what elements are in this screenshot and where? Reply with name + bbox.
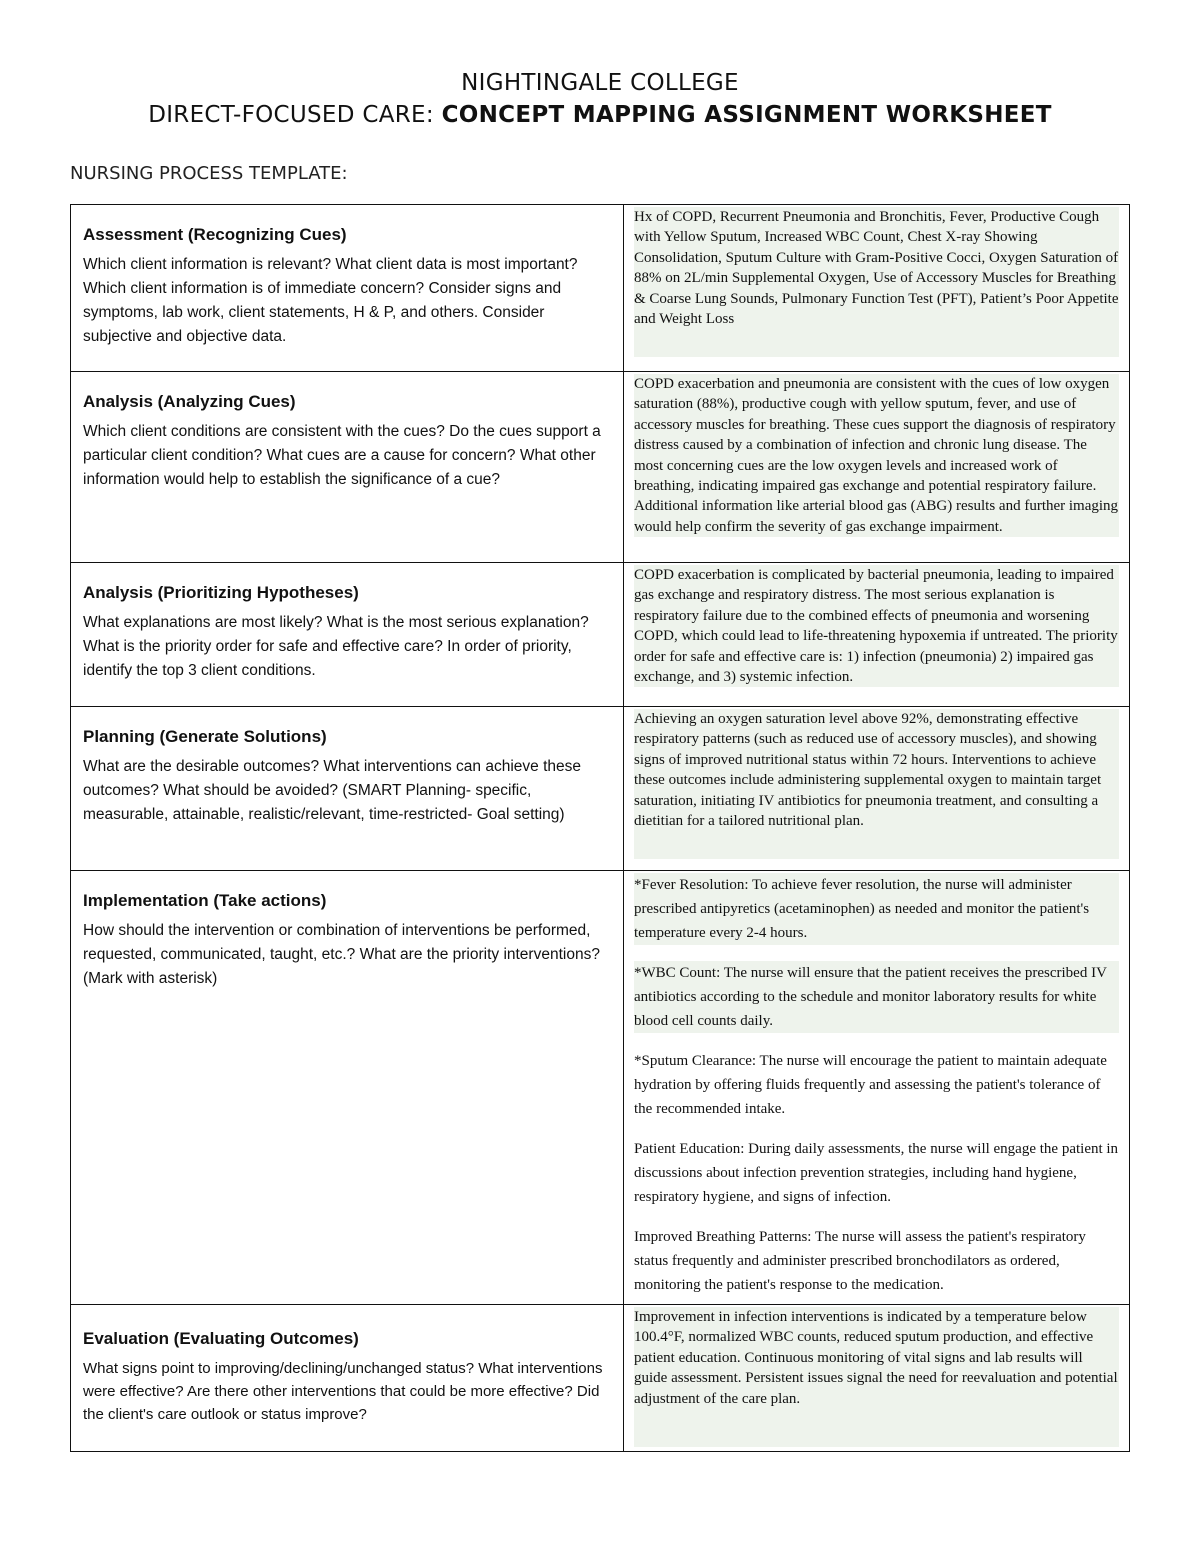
implementation-answer-cell: [624, 871, 1130, 1305]
assessment-heading: Assessment (Recognizing Cues): [83, 225, 347, 244]
implementation-para-breathing: Improved Breathing Patterns: The nurse will assess the patient's respiratory status frequently and administer prescribed bronchodilators as ordered, monitoring the patient's response to the medication.: [634, 1229, 1086, 1293]
row-implementation: [71, 871, 1130, 1305]
row-prioritizing-hypotheses: [71, 563, 1130, 707]
prioritizing-heading: Analysis (Prioritizing Hypotheses): [83, 583, 359, 602]
planning-question-cell: [71, 707, 624, 871]
planning-heading: Planning (Generate Solutions): [83, 727, 327, 746]
assessment-question-cell: [71, 205, 624, 372]
row-evaluation: [71, 1305, 1130, 1452]
implementation-para-education: Patient Education: During daily assessments, the nurse will engage the patient in discussions about infection prevention strategies, including hand hygiene, respiratory hygiene, and signs of infection.: [634, 1141, 1119, 1205]
prioritizing-answer-cell: [624, 563, 1130, 707]
implementation-question-cell: [71, 871, 624, 1305]
college-title: NIGHTINGALE COLLEGE: [461, 70, 739, 96]
evaluation-answer-cell: [624, 1305, 1130, 1452]
assessment-question: Which client information is relevant? What client data is most important? Which client information is of immediate concern? Consider signs and symptoms, lab work, client statements, H & P, and others. Consider subjective and objective data.: [83, 256, 578, 345]
evaluation-question-cell: [71, 1305, 624, 1452]
planning-question: What are the desirable outcomes? What interventions can achieve these outcomes? What should be avoided? (SMART Planning- specific, measurable, attainable, realistic/relevant, time-restricted- Goal setting): [83, 758, 581, 823]
implementation-heading: Implementation (Take actions): [83, 891, 327, 910]
template-label: NURSING PROCESS TEMPLATE:: [70, 163, 348, 184]
prioritizing-question: What explanations are most likely? What is the most serious explanation? What is the priority order for safe and effective care? In order of priority, identify the top 3 client conditions.: [83, 614, 589, 679]
assessment-answer-cell: [624, 205, 1130, 372]
implementation-para-fever: *Fever Resolution: To achieve fever resolution, the nurse will administer prescribed antipyretics (acetaminophen) as needed and monitor the patient's temperature every 2-4 hours.: [634, 873, 1119, 945]
analyzing-cues-answer-cell: [624, 372, 1130, 563]
analyzing-cues-heading: Analysis (Analyzing Cues): [83, 392, 296, 411]
evaluation-heading: Evaluation (Evaluating Outcomes): [83, 1329, 359, 1348]
analyzing-cues-question: Which client conditions are consistent with the cues? Do the cues support a particular client condition? What cues are a cause for concern? What other information would help to establish the significance of a cue?: [83, 423, 601, 488]
worksheet-title: [0, 102, 1200, 128]
evaluation-question: What signs point to improving/declining/unchanged status? What interventions were effective? Are there other interventions that could be more effective? Did the client's care outlook or status improve?: [83, 1360, 603, 1423]
analyzing-cues-question-cell: [71, 372, 624, 563]
row-analyzing-cues: [71, 372, 1130, 563]
implementation-question: How should the intervention or combination of interventions be performed, requested, communicated, taught, etc.? What are the priority interventions? (Mark with asterisk): [83, 922, 600, 987]
assessment-answer[interactable]: Hx of COPD, Recurrent Pneumonia and Bronchitis, Fever, Productive Cough with Yellow Sputum, Increased WBC Count, Chest X-ray Showing Consolidation, Sputum Culture with Gram-Positive Cocci, Oxygen Saturation of 88% on 2L/min Supplemental Oxygen, Use of Accessory Muscles for Breathing & Coarse Lung Sounds, Pulmonary Function Test (PFT), Patient’s Poor Appetite and Weight Loss: [634, 207, 1119, 357]
planning-answer[interactable]: Achieving an oxygen saturation level above 92%, demonstrating effective respiratory patterns (such as reduced use of accessory muscles), and showing signs of improved nutritional status within 72 hours. Interventions to achieve these outcomes include administering supplemental oxygen to maintain target saturation, initiating IV antibiotics for pneumonia treatment, and consulting a dietitian for a tailored nutritional plan.: [634, 709, 1119, 859]
implementation-answer[interactable]: [634, 873, 1119, 1297]
worksheet-title-prefix: DIRECT-FOCUSED CARE:: [148, 102, 442, 128]
analyzing-cues-answer[interactable]: COPD exacerbation and pneumonia are consistent with the cues of low oxygen saturation (88%), productive cough with yellow sputum, fever, and use of accessory muscles for breathing. These cues support the diagnosis of respiratory distress caused by a combination of infection and chronic lung disease. The most concerning cues are the low oxygen levels and increased work of breathing, indicating impaired gas exchange and potential respiratory failure. Additional information like arterial blood gas (ABG) results and further imaging would help confirm the severity of gas exchange impairment.: [634, 374, 1119, 537]
worksheet-title-bold: CONCEPT MAPPING ASSIGNMENT WORKSHEET: [441, 102, 1052, 128]
nursing-process-table: [70, 204, 1130, 1452]
implementation-para-wbc: *WBC Count: The nurse will ensure that the patient receives the prescribed IV antibiotics according to the schedule and monitor laboratory results for white blood cell counts daily.: [634, 961, 1119, 1033]
prioritizing-question-cell: [71, 563, 624, 707]
row-assessment: [71, 205, 1130, 372]
prioritizing-answer[interactable]: COPD exacerbation is complicated by bacterial pneumonia, leading to impaired gas exchange and respiratory distress. The most serious explanation is respiratory failure due to the combined effects of pneumonia and worsening COPD, which could lead to life-threatening hypoxemia if untreated. The priority order for safe and effective care is: 1) infection (pneumonia) 2) impaired gas exchange, and 3) systemic infection.: [634, 565, 1119, 687]
planning-answer-cell: [624, 707, 1130, 871]
row-planning: [71, 707, 1130, 871]
implementation-para-sputum: *Sputum Clearance: The nurse will encourage the patient to maintain adequate hydration by offering fluids frequently and assessing the patient's tolerance of the recommended intake.: [634, 1053, 1107, 1117]
evaluation-answer[interactable]: Improvement in infection interventions is indicated by a temperature below 100.4°F, normalized WBC counts, reduced sputum production, and effective patient education. Continuous monitoring of vital signs and lab results will guide assessment. Persistent issues signal the need for reevaluation and potential adjustment of the care plan.: [634, 1307, 1119, 1447]
